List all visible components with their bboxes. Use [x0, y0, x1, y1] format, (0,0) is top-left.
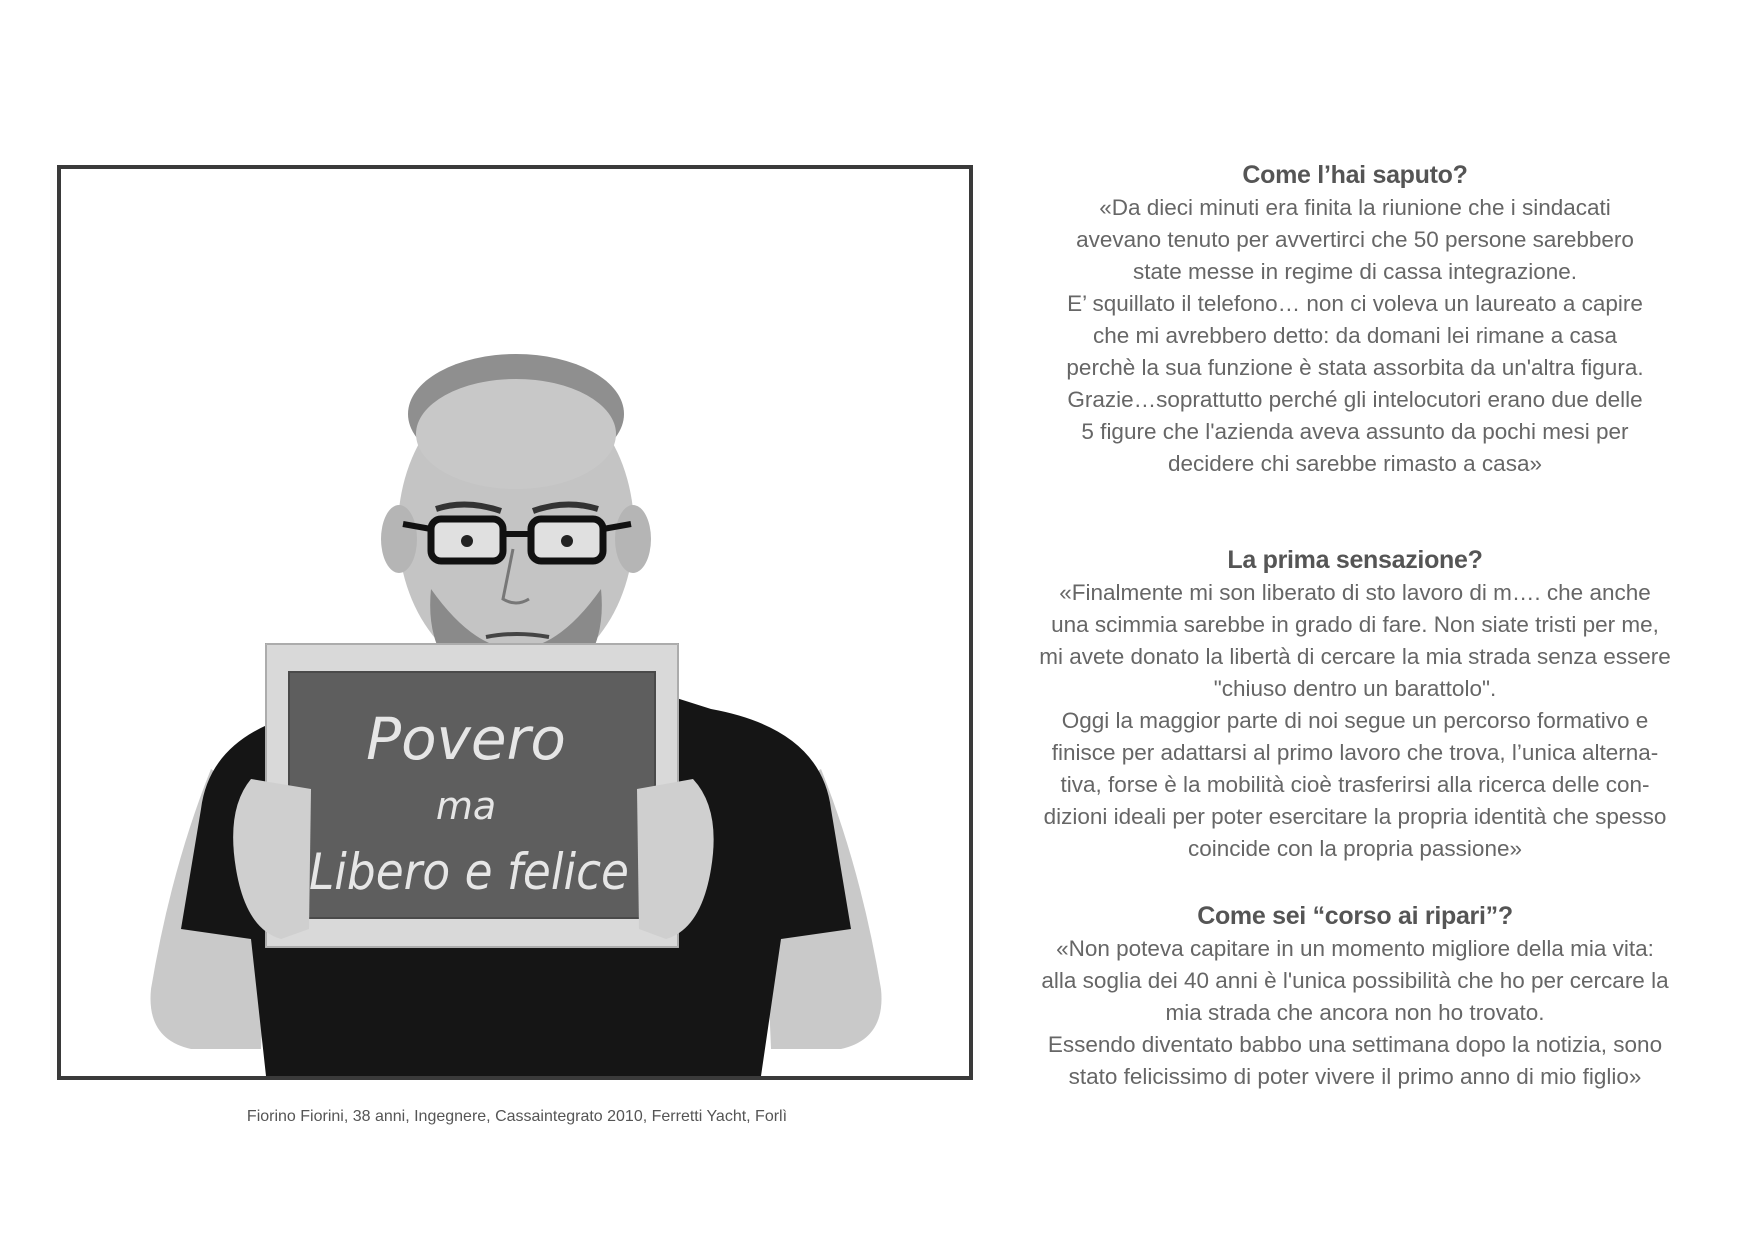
section-title: Come l’hai saputo? [1242, 161, 1468, 189]
answer-line: coincide con la propria passione» [1188, 836, 1522, 861]
answer-line: tiva, forse è la mobilità cioè trasferirsi alla ricerca delle con- [1060, 772, 1650, 797]
answer-line: «Da dieci minuti era finita la riunione che i sindacati [1099, 195, 1611, 220]
answer-line: stato felicissimo di poter vivere il primo anno di mio figlio» [1068, 1064, 1642, 1089]
chalk-line-1: Povero [366, 705, 566, 773]
answer-line: 5 figure che l'azienda aveva assunto da pochi mesi per [1081, 419, 1629, 444]
answer-line: perchè la sua funzione è stata assorbita da un'altra figura. [1066, 355, 1644, 380]
section-title: La prima sensazione? [1227, 546, 1483, 574]
answer-line: state messe in regime di cassa integrazione. [1133, 259, 1577, 284]
section-corso-ai-ripari [1010, 899, 1700, 1093]
answer-line: mia strada che ancora non ho trovato. [1165, 1000, 1545, 1025]
chalk-line-2: ma [435, 784, 497, 828]
answer-line: «Finalmente mi son liberato di sto lavoro di m…. che anche [1059, 580, 1651, 605]
answer-line: Grazie…soprattutto perché gli intelocutori erano due delle [1067, 387, 1643, 412]
section-title: Come sei “corso ai ripari”? [1197, 902, 1513, 930]
answer-line: "chiuso dentro un barattolo". [1213, 676, 1497, 701]
answer-line: decidere chi sarebbe rimasto a casa» [1168, 451, 1542, 476]
answer-line: dizioni ideali per poter esercitare la propria identità che spesso [1043, 804, 1667, 829]
answer-line: avevano tenuto per avvertirci che 50 persone sarebbero [1076, 227, 1634, 252]
answer-line: finisce per adattarsi al primo lavoro che trova, l’unica alterna- [1051, 740, 1659, 765]
chalk-line-3: Libero e felice [309, 843, 629, 901]
section-come-lhai-saputo [1010, 158, 1700, 480]
answer-line: che mi avrebbero detto: da domani lei rimane a casa [1092, 323, 1618, 348]
photo-caption: Fiorino Fiorini, 38 anni, Ingegnere, Cassaintegrato 2010, Ferretti Yacht, Forlì [246, 1108, 788, 1125]
portrait-photo [57, 165, 973, 1080]
section-prima-sensazione [1010, 543, 1700, 865]
answer-line: Essendo diventato babbo una settimana dopo la notizia, sono [1047, 1032, 1663, 1057]
answer-line: mi avete donato la libertà di cercare la mia strada senza essere [1039, 644, 1671, 669]
answer-line: alla soglia dei 40 anni è l'unica possibilità che ho per cercare la [1041, 968, 1669, 993]
answer-line: Oggi la maggior parte di noi segue un percorso formativo e [1061, 708, 1649, 733]
answer-line: E’ squillato il telefono… non ci voleva un laureato a capire [1067, 291, 1643, 316]
answer-line: «Non poteva capitare in un momento migliore della mia vita: [1056, 936, 1654, 961]
answer-line: una scimmia sarebbe in grado di fare. Non siate tristi per me, [1051, 612, 1659, 637]
portrait-illustration [61, 169, 969, 1076]
